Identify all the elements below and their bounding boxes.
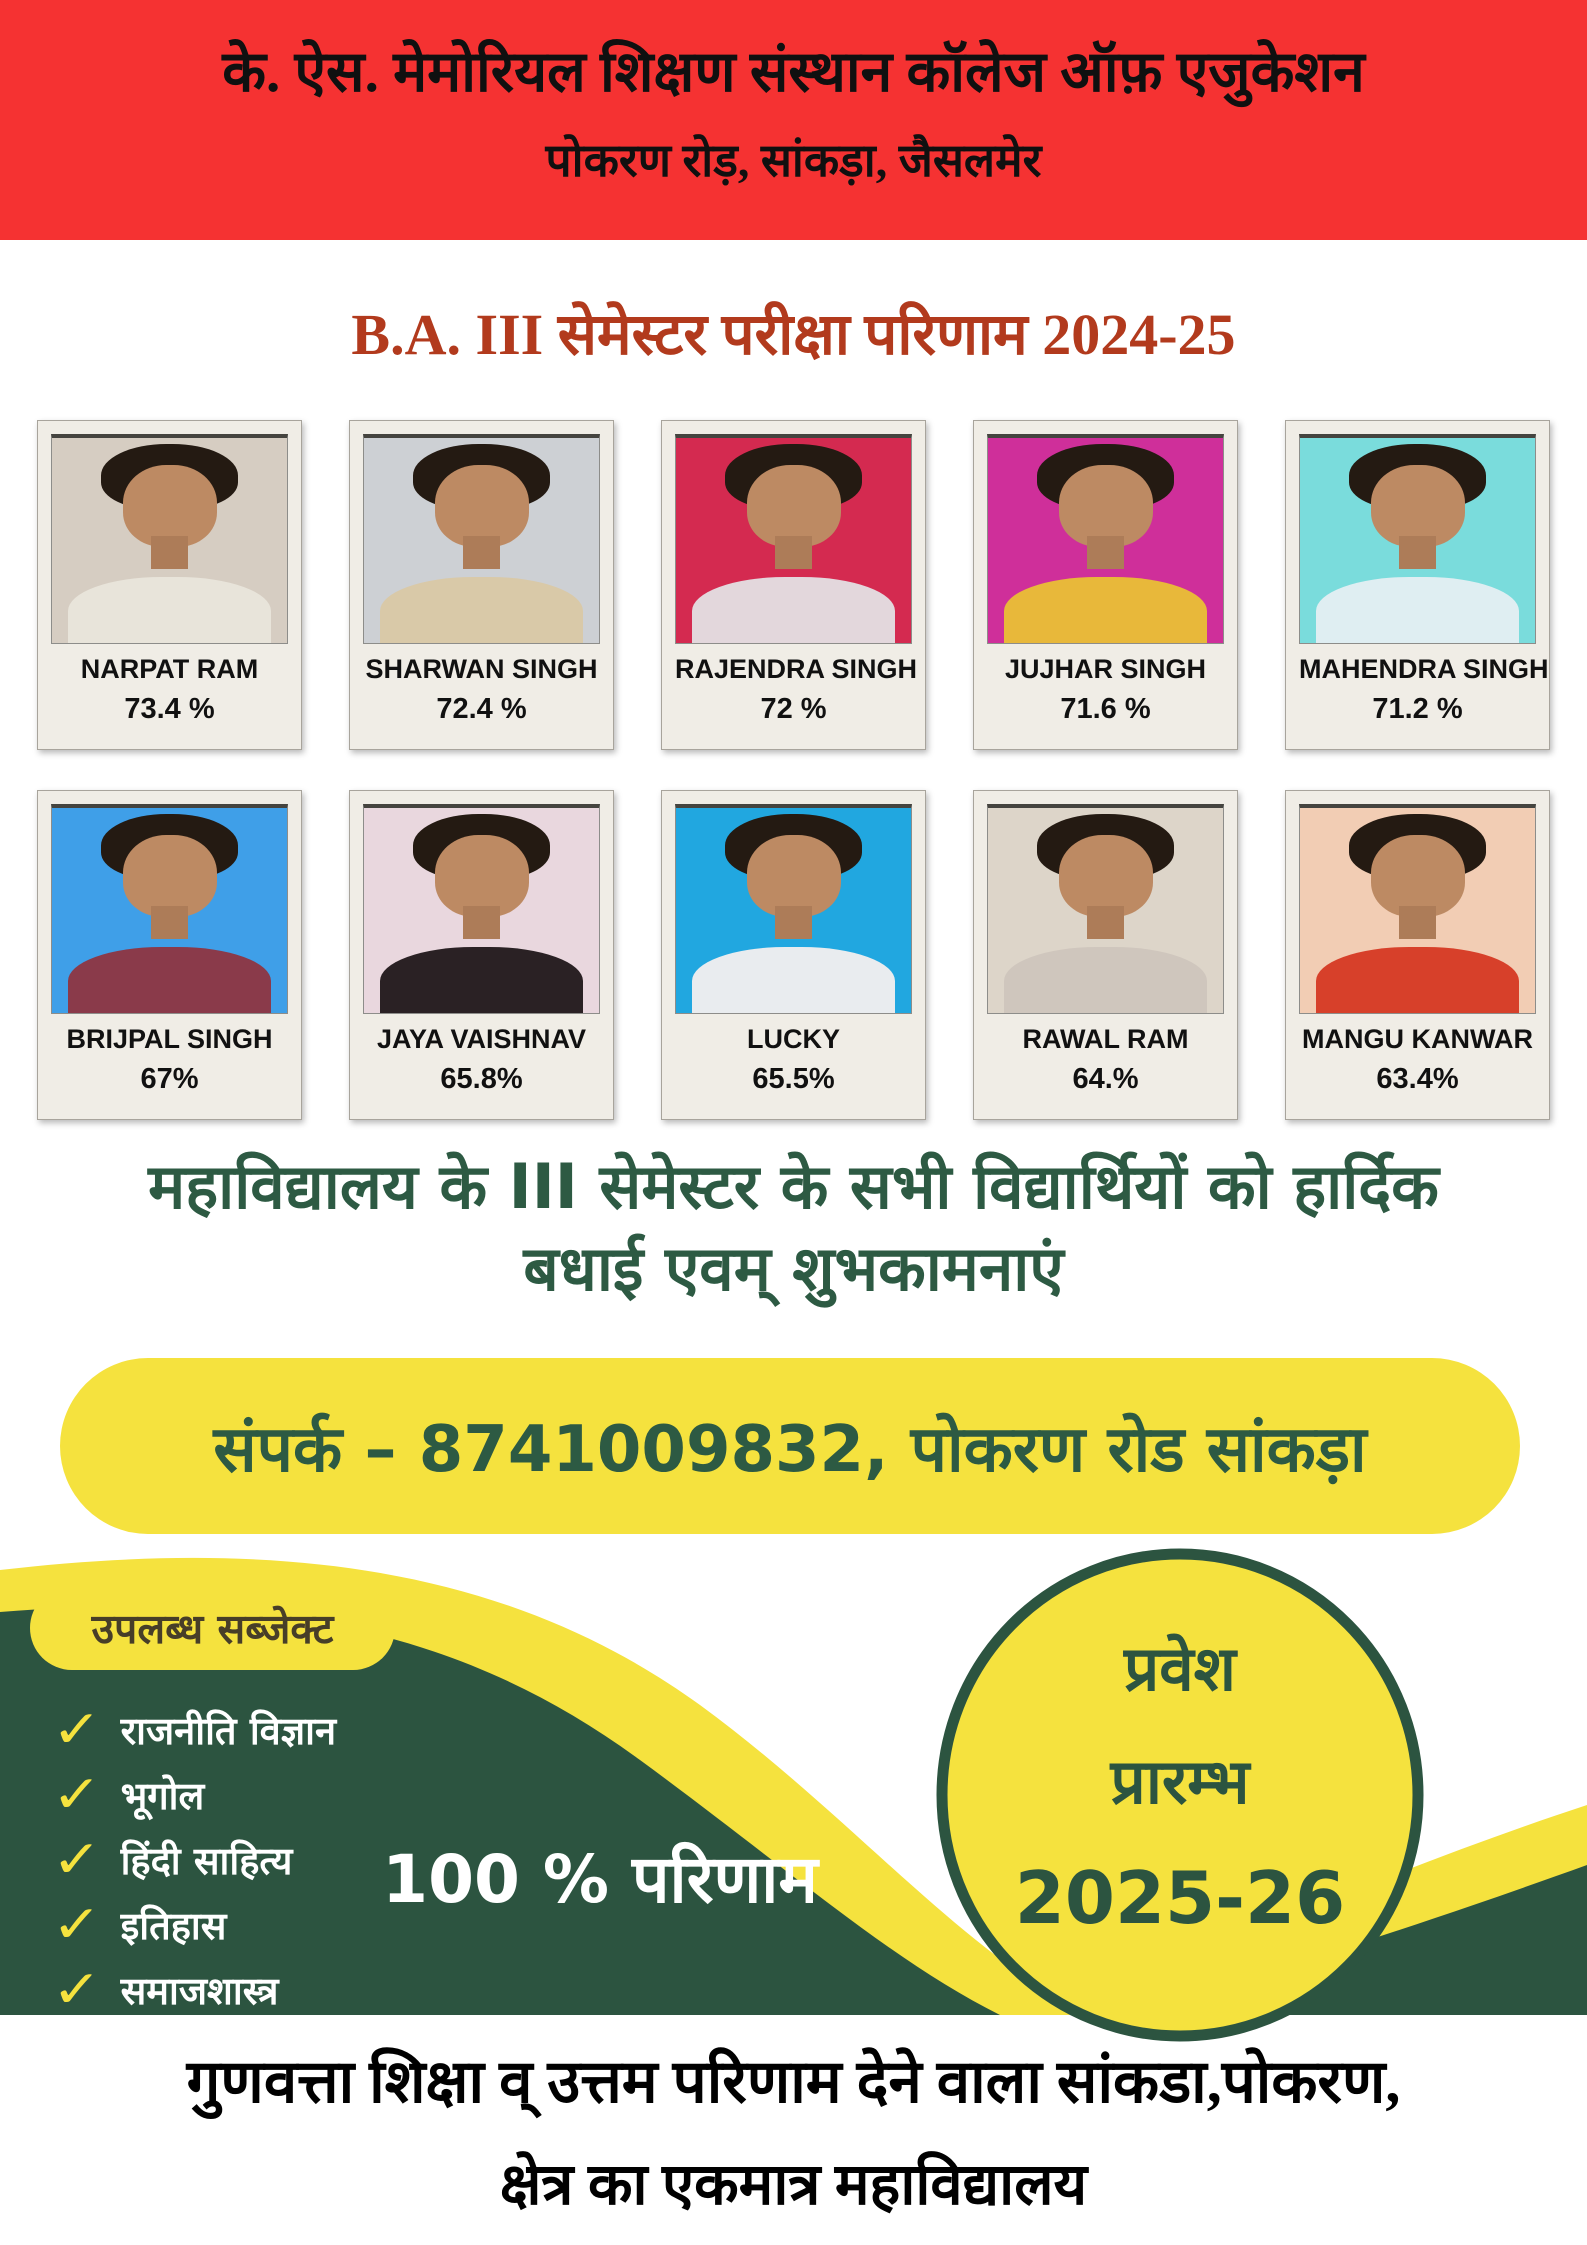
page-title: B.A. III सेमेस्टर परीक्षा परिणाम 2024-25	[351, 302, 1236, 367]
photo-person-face	[123, 465, 217, 547]
student-percentage: 72.4 %	[436, 693, 527, 725]
photo-person-neck	[1399, 906, 1437, 939]
subject-label: हिंदी साहित्य	[120, 1838, 293, 1883]
result-100-text: 100 % परिणाम	[382, 1841, 818, 1918]
student-photo	[987, 434, 1224, 644]
students-row-1	[0, 420, 1587, 750]
student-card	[1285, 790, 1550, 1120]
photo-person-shirt	[68, 947, 270, 1014]
student-percentage: 73.4 %	[124, 693, 215, 725]
student-percentage: 63.4%	[1376, 1063, 1459, 1095]
photo-person-face	[435, 465, 529, 547]
student-percentage: 72 %	[760, 693, 827, 725]
photo-person-shirt	[692, 947, 894, 1014]
photo-person-neck	[151, 536, 189, 569]
student-photo	[51, 434, 288, 644]
student-card	[37, 790, 302, 1120]
student-photo	[675, 804, 912, 1014]
check-icon: ✓	[51, 1894, 102, 1955]
student-name: MAHENDRA SINGH	[1299, 654, 1549, 684]
subjects-pill	[30, 1586, 395, 1670]
student-card	[349, 420, 614, 750]
photo-person-shirt	[1004, 947, 1206, 1014]
subject-item	[51, 1892, 336, 1957]
subject-item	[51, 1957, 336, 2022]
check-icon: ✓	[51, 1699, 102, 1760]
subject-label: राजनीति विज्ञान	[120, 1708, 337, 1753]
contact-text: संपर्क – 8741009832, पोकरण रोड सांकड़ा	[213, 1412, 1367, 1487]
photo-person-neck	[775, 906, 813, 939]
photo-person-face	[747, 465, 841, 547]
subject-item	[51, 1827, 336, 1892]
photo-person-neck	[775, 536, 813, 569]
photo-person-neck	[1087, 906, 1125, 939]
students-row-2	[0, 790, 1587, 1120]
photo-person-neck	[463, 536, 501, 569]
student-photo	[1299, 434, 1536, 644]
photo-person-neck	[151, 906, 189, 939]
student-name: JUJHAR SINGH	[1004, 654, 1207, 684]
subjects-checklist	[51, 1697, 337, 2022]
header-band	[0, 0, 1587, 240]
student-photo	[51, 804, 288, 1014]
student-name: LUCKY	[747, 1024, 840, 1054]
congratulations-line2: बधाई एवम् शुभकामनाएं	[523, 1232, 1064, 1305]
footer-slogan-line1: गुणवत्ता शिक्षा व् उत्तम परिणाम देने वाला सांकडा,पोकरण,	[186, 2049, 1401, 2115]
photo-person-face	[1371, 465, 1465, 547]
photo-person-shirt	[1004, 577, 1206, 644]
student-name: NARPAT RAM	[80, 654, 259, 684]
college-name: के. ऐस. मेमोरियल शिक्षण संस्थान कॉलेज ऑफ़ एजुकेशन	[222, 41, 1365, 104]
check-icon: ✓	[51, 1829, 102, 1890]
student-card	[349, 790, 614, 1120]
footer-slogan-line2: क्षेत्र का एकमात्र महाविद्यालय	[499, 2152, 1088, 2217]
student-percentage: 71.2 %	[1372, 693, 1463, 725]
photo-person-neck	[1087, 536, 1125, 569]
photo-person-shirt	[68, 577, 270, 644]
student-photo	[363, 804, 600, 1014]
student-name: MANGU KANWAR	[1302, 1024, 1533, 1054]
photo-person-shirt	[380, 947, 582, 1014]
subject-label: भूगोल	[120, 1773, 205, 1818]
student-card	[1285, 420, 1550, 750]
photo-person-face	[1059, 835, 1153, 917]
photo-person-shirt	[692, 577, 894, 644]
student-card	[973, 420, 1238, 750]
photo-person-face	[747, 835, 841, 917]
student-card	[973, 790, 1238, 1120]
college-address: पोकरण रोड़, सांकड़ा, जैसलमेर	[545, 135, 1042, 186]
student-name: SHARWAN SINGH	[365, 654, 598, 684]
photo-person-face	[435, 835, 529, 917]
photo-person-face	[1059, 465, 1153, 547]
admission-line1: प्रवेश	[1124, 1632, 1236, 1705]
subject-label: समाजशास्त्र	[120, 1968, 279, 2013]
student-card	[661, 790, 926, 1120]
photo-person-shirt	[1316, 947, 1518, 1014]
subjects-pill-label: उपलब्ध सब्जेक्ट	[91, 1605, 334, 1653]
admission-session: 2025-26	[1014, 1856, 1346, 1940]
student-name: RAJENDRA SINGH	[675, 654, 918, 684]
photo-person-shirt	[380, 577, 582, 644]
check-icon: ✓	[51, 1959, 102, 2020]
subject-label: इतिहास	[120, 1903, 227, 1948]
student-card	[37, 420, 302, 750]
subject-item	[51, 1697, 337, 1762]
student-photo	[363, 434, 600, 644]
check-icon: ✓	[51, 1764, 102, 1825]
student-photo	[987, 804, 1224, 1014]
student-card	[661, 420, 926, 750]
photo-person-face	[1371, 835, 1465, 917]
photo-person-neck	[463, 906, 501, 939]
contact-pill	[60, 1358, 1520, 1534]
photo-person-neck	[1399, 536, 1437, 569]
subject-item	[51, 1762, 336, 1827]
student-percentage: 64.%	[1072, 1063, 1139, 1095]
student-photo	[1299, 804, 1536, 1014]
student-percentage: 67%	[140, 1063, 199, 1095]
student-percentage: 71.6 %	[1060, 693, 1151, 725]
student-percentage: 65.5%	[752, 1063, 835, 1095]
student-photo	[675, 434, 912, 644]
photo-person-shirt	[1316, 577, 1518, 644]
congratulations-text	[0, 1146, 1587, 1310]
student-name: JAYA VAISHNAV	[376, 1024, 587, 1054]
student-percentage: 65.8%	[440, 1063, 523, 1095]
congratulations-line1: महाविद्यालय के III सेमेस्टर के सभी विद्यार्थियों को हार्दिक	[148, 1150, 1439, 1223]
student-name: BRIJPAL SINGH	[66, 1024, 273, 1054]
photo-person-face	[123, 835, 217, 917]
student-name: RAWAL RAM	[1022, 1024, 1189, 1054]
bottom-section	[0, 1520, 1587, 2245]
admission-line2: प्रारम्भ	[1110, 1745, 1250, 1818]
